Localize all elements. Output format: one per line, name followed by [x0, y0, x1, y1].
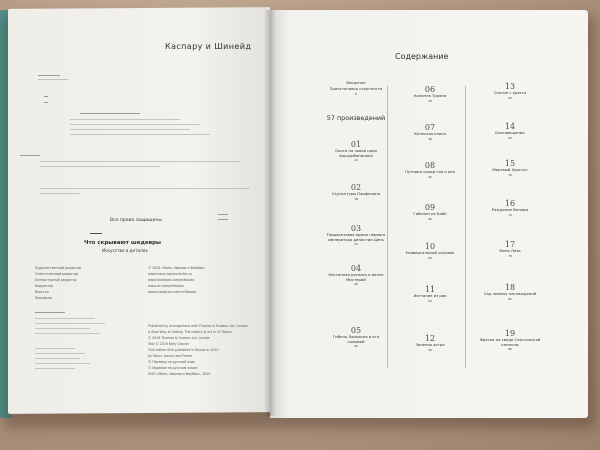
toc-entry-page: 70 — [508, 172, 512, 177]
toc-entry — [478, 199, 542, 217]
toc-entry — [398, 242, 462, 260]
toc-entry-title: Охота на львов царя Ашшурбанипала — [335, 148, 377, 158]
toc-entry-title: Гобелен из Байё — [413, 211, 447, 216]
rule — [20, 155, 40, 156]
toc-entry-number: 16 — [504, 199, 516, 208]
toc-entry-title: Мона Лиза — [499, 248, 521, 253]
toc-entry-title: Изгнание из рая — [413, 293, 447, 298]
toc-entry — [478, 82, 542, 100]
toc-entry-number: 02 — [350, 183, 362, 192]
copyright-line: Published by arrangement with Thames & Hudson Ltd, London — [148, 324, 248, 328]
copyright-line: A Slow Way of Seeing: The history of art in 57 Works — [148, 330, 232, 334]
toc-entry — [398, 123, 462, 141]
rule — [70, 134, 210, 135]
rule — [44, 96, 48, 97]
toc-entry-number: 10 — [424, 242, 436, 251]
rule — [38, 79, 68, 80]
toc-entry-number: 13 — [504, 82, 516, 91]
rule — [35, 323, 105, 324]
toc-entry-title: Гибель Лаокоона и его сыновей — [332, 334, 380, 344]
copyright-line: by Mann, Ivanov and Ferber — [148, 354, 193, 358]
rule — [35, 368, 75, 369]
book-subtitle: Искусство в деталях — [102, 248, 148, 253]
imprint-label: Все права защищены — [110, 218, 163, 223]
toc-entry — [398, 203, 462, 221]
toc-entry-page: 66 — [508, 135, 512, 140]
publisher-line: www.instagram.com/mifbooks — [148, 290, 197, 294]
toc-entry-title: Благовещение — [495, 130, 525, 135]
credit-line: Продюсер — [35, 296, 52, 300]
rule — [35, 348, 75, 349]
toc-entry-number: 17 — [504, 240, 516, 249]
toc-entry-number: 05 — [350, 326, 362, 335]
rule — [218, 219, 228, 220]
credit-line: Ответственный редактор — [35, 272, 79, 276]
toc-entry — [398, 85, 462, 103]
toc-entry-title: Колонна Траяна — [413, 93, 447, 98]
publisher-line: www.facebook.com/mifbooks — [148, 278, 195, 282]
toc-entry-number: 18 — [504, 283, 516, 292]
credit-line: Художественный редактор — [35, 266, 82, 270]
toc-entry — [324, 140, 388, 162]
intro-title: Введение — [346, 80, 366, 85]
copyright-line: ООО «Манн, Иванов и Фербер», 2020 — [148, 372, 211, 376]
toc-entry-page: 46 — [428, 216, 432, 221]
toc-entry — [478, 159, 542, 177]
rule — [35, 318, 95, 319]
rule — [40, 161, 240, 162]
toc-entry — [398, 285, 462, 303]
toc-entry-number: 14 — [504, 122, 516, 131]
publisher-line: © 2020 «Манн, Иванов и Фербер» — [148, 266, 206, 270]
dedication-heading: Каспару и Шинейд — [165, 42, 252, 51]
rule — [35, 333, 100, 334]
toc-entry-title: Зеленая астра — [415, 342, 445, 347]
toc-entry — [324, 264, 388, 286]
toc-entry — [324, 183, 388, 201]
toc-entry-number: 12 — [424, 334, 436, 343]
toc-entry-title: Сад земных наслаждений — [483, 291, 537, 296]
rule — [70, 119, 180, 120]
rule — [40, 166, 160, 167]
rule — [40, 193, 80, 194]
toc-entry-number: 04 — [350, 264, 362, 273]
rule — [90, 233, 102, 234]
toc-entry-number: 15 — [504, 159, 516, 168]
credit-line: Корректор — [35, 284, 53, 288]
toc-entry-page: 42 — [428, 174, 432, 179]
toc-entry-title: Путники среди гор и рек — [404, 169, 455, 174]
copyright-line: © Перевод на русский язык — [148, 360, 196, 364]
toc-entry-number: 06 — [424, 85, 436, 94]
rule — [38, 75, 60, 76]
toc-entry-page: 62 — [508, 95, 512, 100]
toc-entry-page: 82 — [508, 296, 512, 301]
toc-entry-page: 38 — [428, 136, 432, 141]
rule — [44, 102, 48, 103]
rule — [35, 363, 90, 364]
toc-entry-page: 86 — [508, 347, 512, 351]
toc-entry-page: 78 — [508, 253, 512, 258]
copyright-line: This edition first published in Russia in 2020 — [148, 348, 219, 352]
toc-entry-title: Скульптуры Парфенона — [331, 191, 381, 196]
toc-entry-title: Универсальный человек — [405, 250, 455, 255]
toc-entry-page: 18 — [354, 196, 358, 201]
copyright-line: © 2016 Thames & Hudson Ltd, London — [148, 336, 211, 340]
rule — [35, 358, 80, 359]
rule — [35, 353, 85, 354]
toc-entry-number: 11 — [424, 285, 436, 294]
toc-entry — [478, 240, 542, 258]
toc-entry-page: 30 — [354, 344, 358, 348]
toc-entry — [478, 329, 542, 351]
toc-entry-number: 07 — [424, 123, 436, 132]
intro-subtitle: Приостановка странности — [329, 86, 383, 91]
toc-entry-page: 50 — [428, 255, 432, 260]
book-title: Что скрывают шедевры — [84, 240, 162, 246]
book-gutter — [264, 10, 276, 416]
toc-entry-page: 34 — [428, 98, 432, 103]
toc-entry — [324, 326, 388, 348]
contents-heading: Содержание — [395, 52, 449, 61]
publisher-line: www.vk.com/mifbooks — [148, 284, 184, 288]
toc-entry-title: Рождение Венеры — [491, 207, 529, 212]
rule — [218, 214, 228, 215]
credit-line: Верстка — [35, 290, 49, 294]
toc-entry — [478, 283, 542, 301]
toc-entry-title: Келлская книга — [414, 131, 446, 136]
rule — [70, 124, 200, 125]
column-divider — [465, 86, 466, 368]
toc-entry-page: 26 — [354, 282, 358, 286]
toc-entry — [478, 122, 542, 140]
intro-page: 8 — [355, 92, 357, 96]
toc-entry — [324, 224, 388, 246]
rule — [35, 328, 90, 329]
rule — [35, 312, 65, 313]
toc-entry-title: Фрески на своде Сикстинской капеллы — [479, 337, 541, 347]
toc-entry-page: 58 — [428, 347, 432, 352]
toc-entry-page: 54 — [428, 298, 432, 303]
copyright-line: Text © 2016 Kelly Grovier — [148, 342, 190, 346]
toc-entry-page: 74 — [508, 212, 512, 217]
toc-entry-title: Настенная роспись в вилле Мистерий — [328, 272, 384, 282]
toc-entry-page: 14 — [354, 158, 358, 162]
toc-entry-number: 03 — [350, 224, 362, 233]
works-heading: 57 произведений — [326, 114, 386, 122]
rule — [40, 188, 250, 189]
toc-entry-title: Снятие с креста — [493, 90, 527, 95]
toc-entry-number: 08 — [424, 161, 436, 170]
credit-line: Литературный редактор — [35, 278, 77, 282]
rule — [70, 129, 190, 130]
toc-entry-page: 22 — [354, 242, 358, 246]
toc-entry-number: 09 — [424, 203, 436, 212]
toc-entry-number: 01 — [350, 140, 362, 149]
toc-entry — [398, 334, 462, 352]
publisher-line: www.mann-ivanov-ferber.ru — [148, 272, 193, 276]
toc-entry-number: 19 — [504, 329, 516, 338]
toc-entry-title: Терракотовая армия первого императора династии Цинь — [326, 232, 386, 242]
rule — [80, 113, 140, 114]
copyright-line: © Издание на русском языке — [148, 366, 198, 370]
toc-entry — [398, 161, 462, 179]
toc-entry-title: Мертвый Христос — [492, 167, 528, 172]
